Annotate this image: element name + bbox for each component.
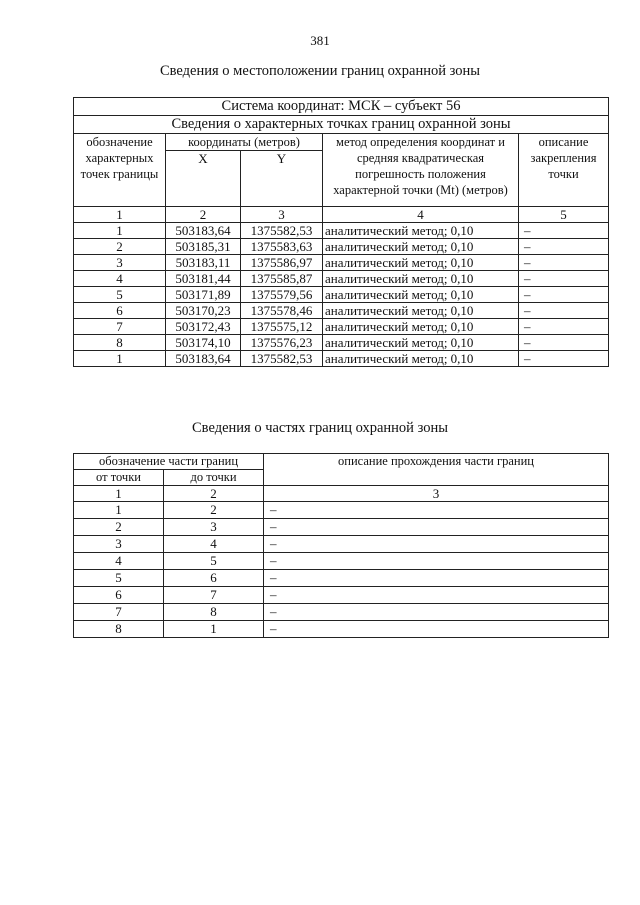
point-number: 6 <box>74 303 166 319</box>
fixing-description: – <box>519 319 609 335</box>
header-point-designation: обозначение характерных точек границы <box>74 134 166 207</box>
part-description: – <box>264 621 609 638</box>
fixing-description: – <box>519 287 609 303</box>
method-cell: аналитический метод; 0,10 <box>323 303 519 319</box>
coord-y: 1375585,87 <box>241 271 323 287</box>
coord-x: 503183,64 <box>166 351 241 367</box>
method-cell: аналитический метод; 0,10 <box>323 351 519 367</box>
method-cell: аналитический метод; 0,10 <box>323 319 519 335</box>
point-number: 4 <box>74 271 166 287</box>
to-point: 5 <box>164 553 264 570</box>
header-coordinates: координаты (метров) <box>166 134 323 151</box>
fixing-description: – <box>519 239 609 255</box>
from-point: 2 <box>74 519 164 536</box>
table-row <box>74 587 609 604</box>
coord-x: 503171,89 <box>166 287 241 303</box>
header-y: Y <box>241 151 323 207</box>
from-point: 8 <box>74 621 164 638</box>
boundary-points-table <box>73 97 609 367</box>
column-number-row <box>74 486 609 502</box>
header-method: метод определения координат и средняя квадратическая погрешность положения характерной точки (Mt) (метров) <box>323 134 519 207</box>
table-row <box>74 519 609 536</box>
part-description: – <box>264 604 609 621</box>
coord-x: 503172,43 <box>166 319 241 335</box>
fixing-description: – <box>519 255 609 271</box>
column-number: 4 <box>323 207 519 223</box>
part-description: – <box>264 570 609 587</box>
fixing-description: – <box>519 351 609 367</box>
table-row <box>74 303 609 319</box>
column-number-row <box>74 207 609 223</box>
part-description: – <box>264 536 609 553</box>
point-number: 2 <box>74 239 166 255</box>
to-point: 1 <box>164 621 264 638</box>
point-number: 1 <box>74 223 166 239</box>
document-title: Сведения о местоположении границ охранной зоны <box>159 63 480 79</box>
method-cell: аналитический метод; 0,10 <box>323 335 519 351</box>
fixing-description: – <box>519 303 609 319</box>
header-part-description: описание прохождения части границ <box>264 454 609 486</box>
method-cell: аналитический метод; 0,10 <box>323 271 519 287</box>
to-point: 7 <box>164 587 264 604</box>
from-point: 3 <box>74 536 164 553</box>
header-to-point: до точки <box>164 470 264 486</box>
coord-x: 503174,10 <box>166 335 241 351</box>
table-row <box>74 621 609 638</box>
coord-x: 503170,23 <box>166 303 241 319</box>
table-row <box>74 351 609 367</box>
coord-x: 503185,31 <box>166 239 241 255</box>
part-description: – <box>264 587 609 604</box>
table-row <box>74 335 609 351</box>
table-row <box>74 553 609 570</box>
header-from-point: от точки <box>74 470 164 486</box>
part-description: – <box>264 553 609 570</box>
to-point: 8 <box>164 604 264 621</box>
method-cell: аналитический метод; 0,10 <box>323 287 519 303</box>
header-x: X <box>166 151 241 207</box>
to-point: 2 <box>164 502 264 519</box>
boundary-parts-table <box>73 453 609 638</box>
column-number: 2 <box>164 486 264 502</box>
table-row <box>74 536 609 553</box>
column-number: 3 <box>241 207 323 223</box>
coord-y: 1375579,56 <box>241 287 323 303</box>
coord-x: 503183,11 <box>166 255 241 271</box>
fixing-description: – <box>519 335 609 351</box>
header-fixing-description: описание закрепления точки <box>519 134 609 207</box>
table-row <box>74 287 609 303</box>
coord-x: 503183,64 <box>166 223 241 239</box>
from-point: 4 <box>74 553 164 570</box>
table-row <box>74 319 609 335</box>
section-header: Сведения о характерных точках границ охранной зоны <box>74 116 609 134</box>
fixing-description: – <box>519 223 609 239</box>
coord-y: 1375578,46 <box>241 303 323 319</box>
parts-title: Сведения о частях границ охранной зоны <box>192 420 448 436</box>
coord-system-header: Система координат: МСК – субъект 56 <box>74 98 609 116</box>
point-number: 7 <box>74 319 166 335</box>
from-point: 1 <box>74 502 164 519</box>
column-number: 3 <box>264 486 609 502</box>
point-number: 5 <box>74 287 166 303</box>
part-description: – <box>264 519 609 536</box>
header-part-designation: обозначение части границ <box>74 454 264 470</box>
coord-y: 1375586,97 <box>241 255 323 271</box>
to-point: 6 <box>164 570 264 587</box>
part-description: – <box>264 502 609 519</box>
point-number: 8 <box>74 335 166 351</box>
column-number: 1 <box>74 207 166 223</box>
table-row <box>74 239 609 255</box>
method-cell: аналитический метод; 0,10 <box>323 223 519 239</box>
coord-y: 1375576,23 <box>241 335 323 351</box>
table-row <box>74 255 609 271</box>
table-row <box>74 271 609 287</box>
from-point: 5 <box>74 570 164 587</box>
page-number: 381 <box>310 33 330 48</box>
method-cell: аналитический метод; 0,10 <box>323 255 519 271</box>
point-number: 3 <box>74 255 166 271</box>
point-number: 1 <box>74 351 166 367</box>
coord-y: 1375583,63 <box>241 239 323 255</box>
coord-y: 1375582,53 <box>241 351 323 367</box>
column-number: 2 <box>166 207 241 223</box>
fixing-description: – <box>519 271 609 287</box>
from-point: 7 <box>74 604 164 621</box>
to-point: 3 <box>164 519 264 536</box>
coord-y: 1375582,53 <box>241 223 323 239</box>
to-point: 4 <box>164 536 264 553</box>
from-point: 6 <box>74 587 164 604</box>
table-row <box>74 570 609 587</box>
coord-y: 1375575,12 <box>241 319 323 335</box>
column-number: 5 <box>519 207 609 223</box>
table-row <box>74 604 609 621</box>
table-row <box>74 502 609 519</box>
table-row <box>74 223 609 239</box>
column-number: 1 <box>74 486 164 502</box>
coord-x: 503181,44 <box>166 271 241 287</box>
method-cell: аналитический метод; 0,10 <box>323 239 519 255</box>
